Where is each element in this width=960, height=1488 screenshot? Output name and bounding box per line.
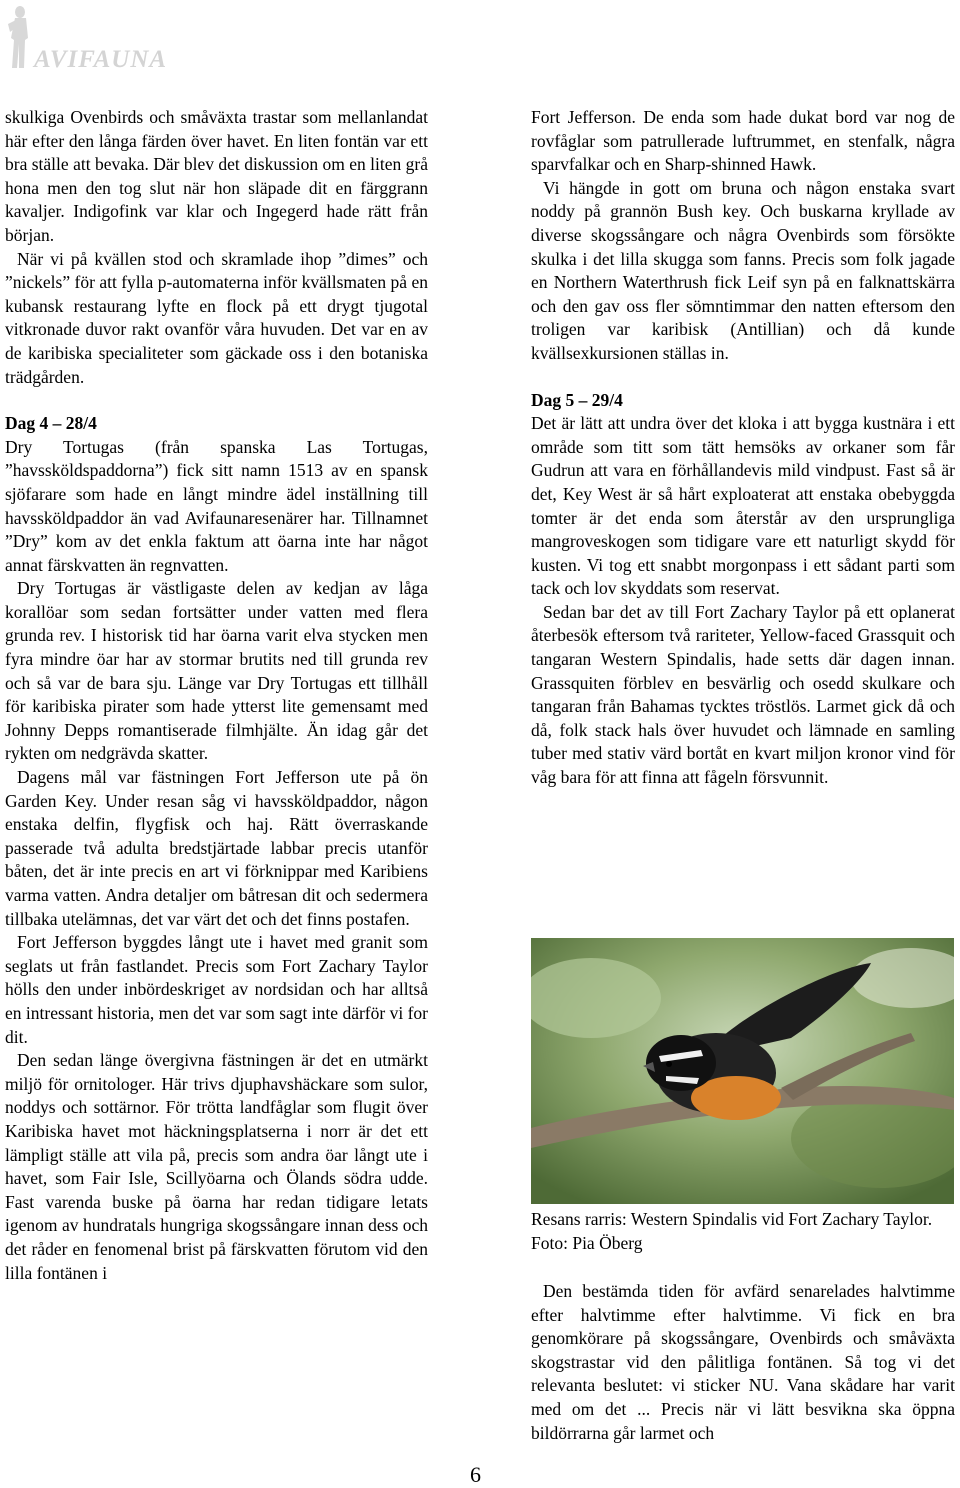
paragraph: När vi på kvällen stod och skramlade ihop ”dimes” och ”nickels” för att fylla p-automaterna inför kvällsmaten på en kubansk restaurang lyfte en flock på ett drygt tjugotal vitkronade duvor rakt ovanför våra huvuden. Det var en av de karibiska specialiteter som gäckade oss i den botaniska trädgården. <box>5 248 428 387</box>
photo-caption: Resans rarris: Western Spindalis vid Fort Zachary Taylor. Foto: Pia Öberg <box>531 1209 933 1253</box>
paragraph: Vi hängde in gott om bruna och någon enstaka svart noddy på grannön Bush key. Och buskarna kryllade av diverse skogssångare och några Ovenbirds som försökte skulka i det lilla skugga som fanns. Precis som folk jagade en Northern Waterthrush fick Leif syn på en falknattskärra och den gav oss fler sömntimmar den natten eftersom den troligen var karibisk (Antillian) och då kunde kvällsexkursionen ställas in. <box>531 177 955 363</box>
paragraph: Sedan bar det av till Fort Zachary Taylor på ett oplanerat återbesök eftersom två rariteter, Yellow-faced Grassquit och tangaran Western Spindalis, hade setts där dagen innan. Grassquiten förblev en besvärlig och osedd skulkare och tangaran från Bahamas tycktes tröstlös. Larmet gick då och då, folk stack hals över huvudet och lämnade en samling tuber med stativ värd bortåt en kvart miljon kronor vind för våg bara för att finna att fågeln försvunnit. <box>531 601 955 788</box>
bird-photo <box>531 938 954 1204</box>
paragraph: Den sedan länge övergivna fästningen är det en utmärkt miljö för ornitologer. Här trivs djuphavshäckare som sulor, noddys och sottärnor. För trötta landfåglar som flugit över Karibiska havet mot häckningsplatserna i norr är det ett lämpligt ställe att vila på, precis som andra öar långt ute i havet, som Fair Isle, Scillyöarna och Ölands södra udde. Fast varenda buske på öarna har redan tidigare letats igenom av hundratals hungriga skogssångare innan dess och det råder en fenomenal brist på färskvatten förutom vid den lilla fontänen i <box>5 1050 428 1283</box>
paragraph: Dry Tortugas (från spanska Las Tortugas, ”havssköldspaddorna”) fick sitt namn 1513 av en spansk sjöfarare som hade en långt mindre ädel inställning till havssköldpaddor än vad Avifaunaresenärer har. Tillnamnet ”Dry” kom av det enkla faktum att öarna inte har något annat färskvatten än regnvatten. <box>5 436 428 575</box>
left-column <box>5 106 428 1285</box>
paragraph: Dry Tortugas är västligaste delen av kedjan av låga korallöar som sedan fortsätter under vatten med flera grunda rev. I historisk tid har öarna varit elva stycken men fyra mindre öar har av stormar brutits ned till grunda rev och så var de bara sju. Länge var Dry Tortugas ett tillhåll för karibiska pirater som hade ytterst lite gemensamt med Johnny Depps romantiserade filmhjälte. Än idag går det rykten om nedgrävda skatter. <box>5 578 428 764</box>
paragraph: Den bestämda tiden för avfärd senarelades halvtimme efter halvtimme efter halvtimme. Vi fick en bra genomkörare på skogssångare, Ovenbirds och småväxta skogstrastar vid den pålitliga fontänen. Så tog vi det relevanta beslutet: vi sticker NU. Vana skådare har varit med om det ... Precis när vi lätt besvikna ska öppna bildörrarna går larmet och <box>531 1281 955 1443</box>
paragraph: Det är lätt att undra över det kloka i att bygga kustnära i ett område som titt som tätt hemsöks av orkaner som får Gudrun att vara en förhållandevis mild vindpust. Fast så är det, Key West är så hårt exploaterat att enstaka obebyggda tomter är det enda som återstår av den ursprungliga mangroveskogen som tidigare vare ett naturligt skydd för kusten. Vi tog ett snabbt morgonpass i ett sådant parti som tack och lov skyddats som reservat. <box>531 413 955 599</box>
paragraph: Fort Jefferson byggdes långt ute i havet med granit som seglats ut från fastlandet. Precis som Fort Zachary Taylor hölls den under inbördeskriget av nordsidan och har alltså en intressant historia, men det var som sagt inte därför vi for dit. <box>5 932 428 1047</box>
section-heading: Dag 5 – 29/4 <box>531 389 623 410</box>
header <box>0 0 960 80</box>
paragraph: Fort Jefferson. De enda som hade dukat bord var nog de rovfåglar som patrullerade luftrummet, en stenfalk, några sparvfalkar och en Sharp-shinned Hawk. <box>531 107 955 175</box>
right-column-continued <box>531 1280 955 1445</box>
logo-text: AVIFAUNA <box>34 46 168 73</box>
right-column <box>531 106 955 790</box>
birdwatcher-logo-icon <box>6 4 36 70</box>
section-heading: Dag 4 – 28/4 <box>5 413 97 434</box>
paragraph: Dagens mål var fästningen Fort Jefferson ute på ön Garden Key. Under resan såg vi havssköldpaddor, någon enstaka delfin, flygfisk och haj. Rätt överraskande passerade två adulta bredstjärtade labbar precis utanför båten, det är inte precis en art vi förknippar med Karibiens varma vatten. Andra detaljer om båtresan dit och sedermera tillbaka utelämnas, det var värt det och det finns postafen. <box>5 767 428 929</box>
paragraph: skulkiga Ovenbirds och småväxta trastar som mellanlandat här efter den långa färden över havet. En liten fontän var ett bra ställe att bevaka. Där blev det diskussion om en liten grå hona men den tog slut när hon släpade dit en färggrann kavaljer. Indigofink var klar och Ingegerd hade rätt från början. <box>5 107 428 245</box>
page-number: 6 <box>470 1462 481 1487</box>
